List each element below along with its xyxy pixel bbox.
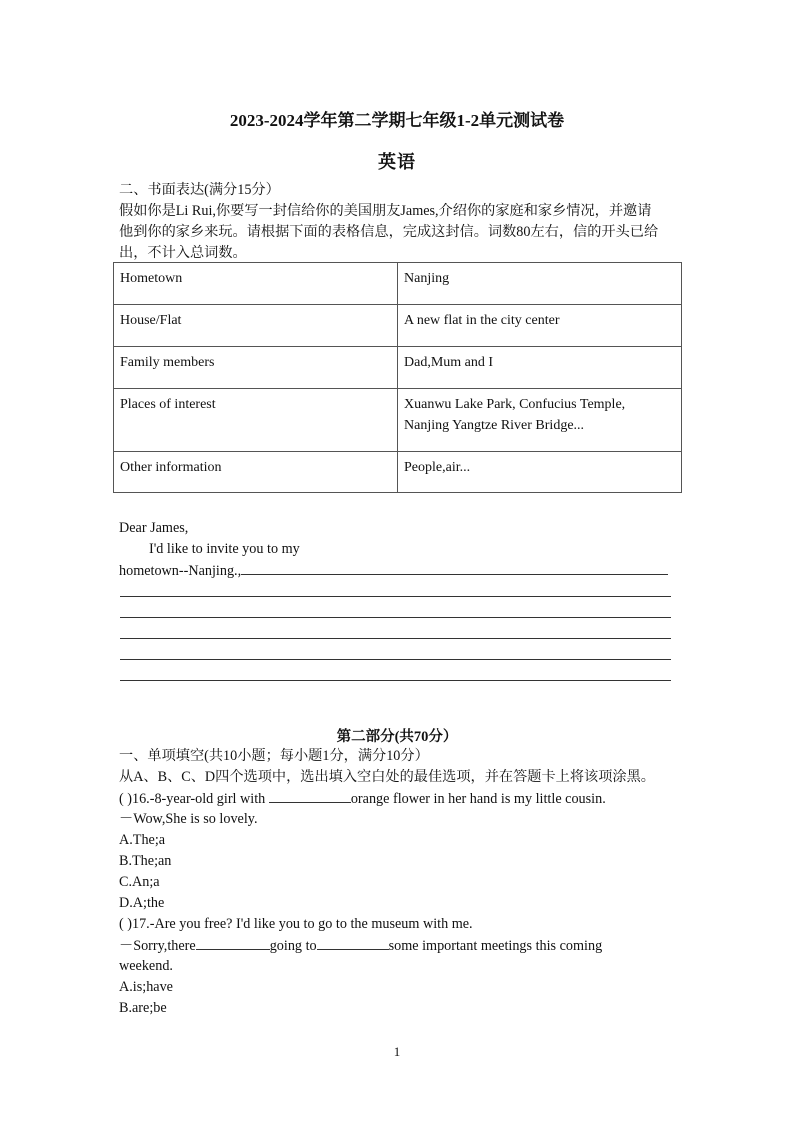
info-table: [113, 262, 682, 493]
letter-opening: I'd like to invite you to my: [149, 541, 300, 557]
table-value-cell: [398, 389, 682, 452]
option[interactable]: B.are;be: [119, 1000, 167, 1016]
table-value-cell: A new flat in the city center: [398, 305, 682, 347]
letter-opening-text: hometown--Nanjing.,: [119, 563, 242, 579]
table-label-cell: Other information: [114, 452, 398, 493]
table-row: [114, 347, 682, 389]
table-row: [114, 263, 682, 305]
letter-greeting: Dear James,: [119, 520, 189, 536]
question-text: orange flower in her hand is my little cousin.: [350, 791, 606, 807]
exam-title: 2023-2024学年第二学期七年级1-2单元测试卷: [229, 111, 565, 130]
option[interactable]: D.A;the: [119, 895, 165, 911]
question-16: [119, 788, 606, 809]
answer-line[interactable]: [120, 596, 671, 597]
option[interactable]: A.The;a: [119, 832, 166, 848]
question-text: going to: [269, 938, 317, 954]
question-text: ( )16.-8-year-old girl with: [119, 791, 269, 807]
table-value-cell: Nanjing: [398, 263, 682, 305]
table-value-line: Xuanwu Lake Park, Confucius Temple,: [404, 397, 626, 412]
table-value-cell: Dad,Mum and I: [398, 347, 682, 389]
mc-instruction: 从A、B、C、D四个选项中，选出填入空白处的最佳选项，并在答题卡上将该项涂黑。: [119, 769, 655, 785]
answer-blank[interactable]: [241, 560, 668, 575]
table-label-cell: Family members: [114, 347, 398, 389]
question-reply-cont: weekend.: [119, 958, 173, 974]
answer-blank[interactable]: [269, 788, 351, 803]
answer-blank[interactable]: [317, 935, 389, 950]
question-reply: [119, 935, 602, 956]
option[interactable]: A.is;have: [119, 979, 173, 995]
answer-line[interactable]: [120, 638, 671, 639]
table-row: [114, 305, 682, 347]
mc-section-heading: 一、单项填空(共10小题；每小题1分，满分10分）: [119, 748, 429, 764]
table-value-line: Nanjing Yangtze River Bridge...: [404, 418, 585, 433]
table-row: [114, 389, 682, 452]
writing-section-heading: 二、书面表达(满分15分）: [119, 182, 280, 198]
table-row: [114, 452, 682, 493]
question-17: ( )17.-Are you free? I'd like you to go to the museum with me.: [119, 916, 473, 932]
table-label-cell: Places of interest: [114, 389, 398, 452]
option[interactable]: B.The;an: [119, 853, 172, 869]
letter-opening-cont: [119, 560, 668, 581]
answer-line[interactable]: [120, 680, 671, 681]
page-number: 1: [393, 1044, 401, 1059]
answer-line[interactable]: [120, 659, 671, 660]
option[interactable]: C.An;a: [119, 874, 160, 890]
answer-line[interactable]: [120, 617, 671, 618]
question-reply: －Wow,She is so lovely.: [119, 811, 258, 827]
writing-prompt-line: 假如你是Li Rui,你要写一封信给你的美国朋友James,介绍你的家庭和家乡情况，并邀请: [119, 203, 652, 219]
question-text: some important meetings this coming: [388, 938, 603, 954]
table-label-cell: House/Flat: [114, 305, 398, 347]
question-text: －Sorry,there: [119, 938, 196, 954]
writing-prompt-line: 他到你的家乡来玩。请根据下面的表格信息，完成这封信。词数80左右，信的开头已给: [119, 224, 659, 240]
part2-heading: 第二部分(共70分）: [336, 729, 458, 745]
subject-title: 英语: [378, 152, 416, 172]
table-label-cell: Hometown: [114, 263, 398, 305]
writing-prompt-line: 出，不计入总词数。: [119, 245, 247, 261]
answer-blank[interactable]: [196, 935, 270, 950]
table-value-cell: People,air...: [398, 452, 682, 493]
